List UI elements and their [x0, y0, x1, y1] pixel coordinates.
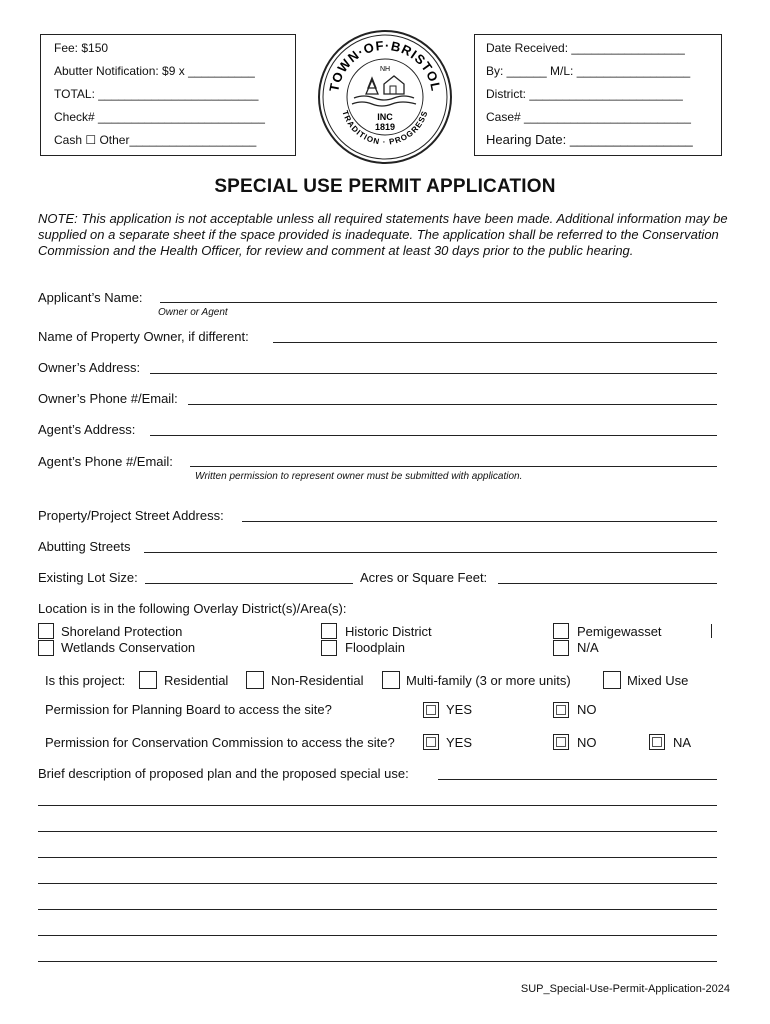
wetlands-checkbox[interactable]: [38, 640, 54, 656]
residential-checkbox[interactable]: [139, 671, 157, 689]
cash-other-field[interactable]: Cash ☐ Other___________________: [54, 133, 257, 147]
page-title: SPECIAL USE PERMIT APPLICATION: [214, 176, 556, 197]
floodplain-label: Floodplain: [345, 640, 405, 655]
description-input-line-5[interactable]: [38, 883, 717, 884]
floodplain-checkbox[interactable]: [321, 640, 337, 656]
seal-bottom-text: TRADITION · PROGRESS: [340, 109, 430, 147]
district-field[interactable]: District: _______________________: [486, 87, 683, 101]
owner-phone-input[interactable]: [188, 404, 717, 405]
overlay-label: Location is in the following Overlay District(s)/Area(s):: [38, 601, 347, 616]
agent-address-input[interactable]: [150, 435, 717, 436]
mixed-use-checkbox[interactable]: [603, 671, 621, 689]
agent-address-label: Agent’s Address:: [38, 422, 136, 437]
planning-no-checkbox[interactable]: [553, 702, 569, 718]
planning-yes-checkbox[interactable]: [423, 702, 439, 718]
vertical-bar-mark: [711, 624, 712, 638]
pemigewasset-label: Pemigewasset: [577, 624, 662, 639]
non-residential-label: Non-Residential: [271, 673, 364, 688]
check-field[interactable]: Check# _________________________: [54, 110, 265, 124]
na-overlay-checkbox[interactable]: [553, 640, 569, 656]
description-input-line-2[interactable]: [38, 805, 717, 806]
seal-state: NH: [379, 66, 391, 73]
document-footer: SUP_Special-Use-Permit-Application-2024: [520, 983, 730, 995]
conservation-yes-checkbox[interactable]: [423, 734, 439, 750]
owner-or-agent-caption: Owner or Agent: [158, 307, 228, 318]
lot-size-input[interactable]: [145, 583, 353, 584]
agent-phone-input[interactable]: [190, 466, 717, 467]
abutter-notification-field[interactable]: Abutter Notification: $9 x __________: [54, 64, 255, 78]
shoreland-label: Shoreland Protection: [61, 624, 183, 639]
description-input-line-7[interactable]: [38, 935, 717, 936]
fee-text: Fee: $150: [54, 41, 109, 55]
multi-family-checkbox[interactable]: [382, 671, 400, 689]
seal-inc: INC: [377, 112, 393, 122]
shoreland-checkbox[interactable]: [38, 623, 54, 639]
acres-label: Acres or Square Feet:: [360, 570, 488, 585]
property-owner-label: Name of Property Owner, if different:: [38, 329, 249, 344]
description-input-line-8[interactable]: [38, 961, 717, 962]
multi-family-label: Multi-family (3 or more units): [406, 673, 571, 688]
by-ml-field[interactable]: By: ______ M/L: _________________: [486, 64, 691, 78]
description-input-line-4[interactable]: [38, 857, 717, 858]
property-address-input[interactable]: [242, 521, 717, 522]
residential-label: Residential: [164, 673, 229, 688]
planning-no-label: NO: [577, 702, 597, 717]
conservation-na-label: NA: [673, 735, 692, 750]
conservation-no-label: NO: [577, 735, 597, 750]
na-overlay-label: N/A: [577, 640, 599, 655]
historic-checkbox[interactable]: [321, 623, 337, 639]
property-address-label: Property/Project Street Address:: [38, 508, 224, 523]
historic-label: Historic District: [345, 624, 432, 639]
applicant-name-label: Applicant’s Name:: [38, 290, 143, 305]
property-owner-input[interactable]: [273, 342, 717, 343]
seal-year: 1819: [374, 122, 396, 132]
applicant-name-input[interactable]: [160, 302, 717, 303]
seal-top-text: TOWN·OF·BRISTOL: [326, 37, 444, 93]
conservation-na-checkbox[interactable]: [649, 734, 665, 750]
conservation-no-checkbox[interactable]: [553, 734, 569, 750]
project-type-label: Is this project:: [45, 673, 126, 688]
non-residential-checkbox[interactable]: [246, 671, 264, 689]
pemigewasset-checkbox[interactable]: [553, 623, 569, 639]
description-input-line-1[interactable]: [438, 779, 717, 780]
application-note: NOTE: This application is not acceptable unless all required statements have been made. Additional information may be supplied on a separate sheet if the space provided is inadequate. The application shall be referred to the Conservation Commission and the Health Officer, for review and comment at least 30 days prior to the public hearing.: [38, 211, 728, 258]
acres-input[interactable]: [498, 583, 717, 584]
abutting-streets-input[interactable]: [144, 552, 717, 553]
case-field[interactable]: Case# _________________________: [486, 110, 691, 124]
total-field[interactable]: TOTAL: ________________________: [54, 87, 259, 101]
abutting-streets-label: Abutting Streets: [38, 539, 131, 554]
written-permission-caption: Written permission to represent owner must be submitted with application.: [195, 471, 523, 482]
hearing-date-field[interactable]: Hearing Date: _________________: [486, 132, 693, 147]
owner-address-label: Owner’s Address:: [38, 360, 141, 375]
conservation-permission-label: Permission for Conservation Commission to access the site?: [45, 735, 395, 750]
date-received-field[interactable]: Date Received: _________________: [486, 41, 685, 55]
mixed-use-label: Mixed Use: [627, 673, 689, 688]
description-input-line-3[interactable]: [38, 831, 717, 832]
owner-phone-label: Owner’s Phone #/Email:: [38, 391, 178, 406]
town-seal-logo: [316, 28, 454, 166]
conservation-yes-label: YES: [446, 735, 473, 750]
owner-address-input[interactable]: [150, 373, 717, 374]
wetlands-label: Wetlands Conservation: [61, 640, 196, 655]
agent-phone-label: Agent’s Phone #/Email:: [38, 454, 173, 469]
planning-yes-label: YES: [446, 702, 473, 717]
lot-size-label: Existing Lot Size:: [38, 570, 138, 585]
description-label: Brief description of proposed plan and the proposed special use:: [38, 766, 409, 781]
planning-board-permission-label: Permission for Planning Board to access the site?: [45, 702, 332, 717]
description-input-line-6[interactable]: [38, 909, 717, 910]
